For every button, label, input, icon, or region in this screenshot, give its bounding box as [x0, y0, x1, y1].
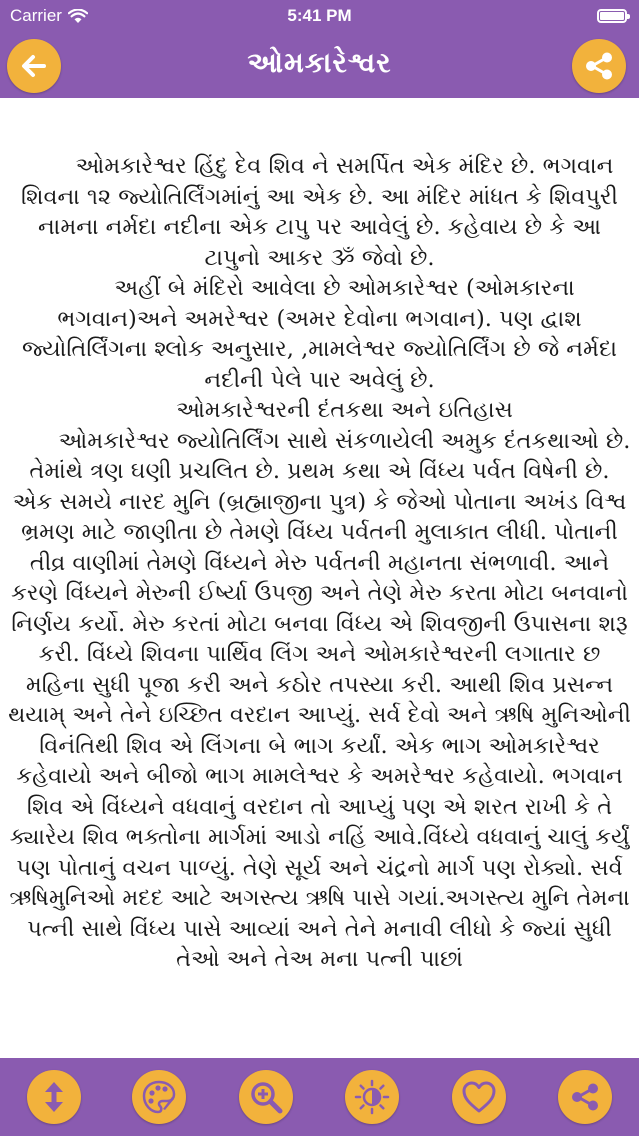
share-icon [582, 49, 616, 83]
share-button-top[interactable] [572, 39, 626, 93]
article-content[interactable] [0, 98, 639, 1058]
brightness-button[interactable] [345, 1070, 399, 1124]
zoom-in-icon [248, 1079, 284, 1115]
heart-icon [461, 1080, 497, 1114]
battery-icon [597, 9, 627, 23]
article-paragraph: ઓમકારેશ્વર હિંદુ દેવ શિવ ને સમર્પિત એક મંદિર છે. ભગવાન શિવના ૧૨ જ્યોતિર્લિંગમાંનું આ એક છે. આ મંદિર માંધત કે શિવપુરી નામના નર્મદા નદીના એક ટાપુ પર આવેલું છે. કહેવાય છે કે આ ટાપુનો આકર ૐ જેવો છે. [21, 153, 618, 271]
article-paragraph: ઓમકારેશ્વર જ્યોતિર્લિંગ સાથે સંકળાયેલી અમુક દંતકથાઓ છે. તેમાંથે ત્રણ ઘણી પ્રચલિત છે. પ્રથમ કથા એ વિંધ્ય પર્વત વિષેની છે. એક સમયે નારદ મુનિ (બ્રહ્માજીના પુત્ર) કે જેઓ પોતાના અખંડ વિશ્વ ભ્રમણ માટે જાણીતા છે તેમણે વિંધ્ય પર્વતની મુલાકાત લીધી. પોતાની તીવ્ર વાણીમાં તેમણે વિંધ્યને મેરુ પર્વતની મહાનતા સંભળાવી. આને કરણે વિંધ્યને મેરુની ઈર્ષ્યા ઉપજી અને તેણે મેરુ કરતા મોટા બનવાનો નિર્ણય કર્યો. મેરુ કરતાં મોટા બનવા વિંધ્ય એ શિવજીની ઉપાસના શરૂ કરી. વિંધ્યે શિવના પાર્થિવ લિંગ અને ઓમકારેશ્વરની લગાતાર છ મહિના સુધી પૂજા કરી અને કઠોર તપસ્યા કરી. આથી શિવ પ્રસન્ન થયામ્ અને તેને ઇચ્છિત વરદાન આપ્યું. સર્વ દેવો અને ઋષિ મુનિઓની વિનંતિથી શિવ એ લિંગના બે ભાગ કર્યાં. એક ભાગ ઓમકારેશ્વર કહેવાયો અને બીજો ભાગ મામલેશ્વર કે અમરેશ્વર કહેવાયો. ભગવાન શિવ એ વિંધ્યને વધવાનું વરદાન તો આપ્યું પણ એ શરત રાખી કે તે ક્યારેય શિવ ભક્તોના માર્ગમાં આડો નહિં આવે.વિંધ્યે વધવાનું ચાલું કર્યું પણ પોતાનું વચન પાળ્યું. તેણે સૂર્ય અને ચંદ્રનો માર્ગ પણ રોક્યો. સર્વ ઋષિમુનિઓ મદદ આટે અગસ્ત્ય ઋષિ પાસે ગયાં.અગસ્ત્ય મુનિ તેમના પત્ની સાથે વિંધ્ય પાસે આવ્યાં અને તેને મનાવી લીધો કે જ્યાં સુધી તેઓ અને તેઅ મના પત્ની પાછાં [8, 427, 631, 972]
share-button[interactable] [558, 1070, 612, 1124]
nav-bar [0, 34, 639, 98]
page-title: ઓમકારેશ્વર [247, 46, 392, 79]
palette-icon [141, 1079, 177, 1115]
up-down-arrows-icon [39, 1080, 69, 1114]
theme-button[interactable] [132, 1070, 186, 1124]
share-icon [568, 1080, 602, 1114]
zoom-button[interactable] [239, 1070, 293, 1124]
article-subheading: ઓમકારેશ્વરની દંતકથા અને ઇતિહાસ [176, 397, 513, 423]
scroll-button[interactable] [27, 1070, 81, 1124]
status-time: 5:41 PM [287, 6, 352, 25]
status-bar [0, 0, 639, 34]
article-paragraph: અહીં બે મંદિરો આવેલા છે ઓમકારેશ્વર (ઓમકારના ભગવાન)અને અમરેશ્વર (અમર દેવોના ભગવાન). પણ દ્વાશ જ્યોતિર્લિંગના શ્લોક અનુસાર, ,મામલેશ્વર જ્યોતિર્લિંગ છે જે નર્મદા નદીની પેલે પાર અવેલું છે. [21, 275, 618, 393]
carrier-label: Carrier [10, 6, 62, 25]
bottom-toolbar [0, 1058, 639, 1136]
favorite-button[interactable] [452, 1070, 506, 1124]
brightness-icon [354, 1079, 390, 1115]
